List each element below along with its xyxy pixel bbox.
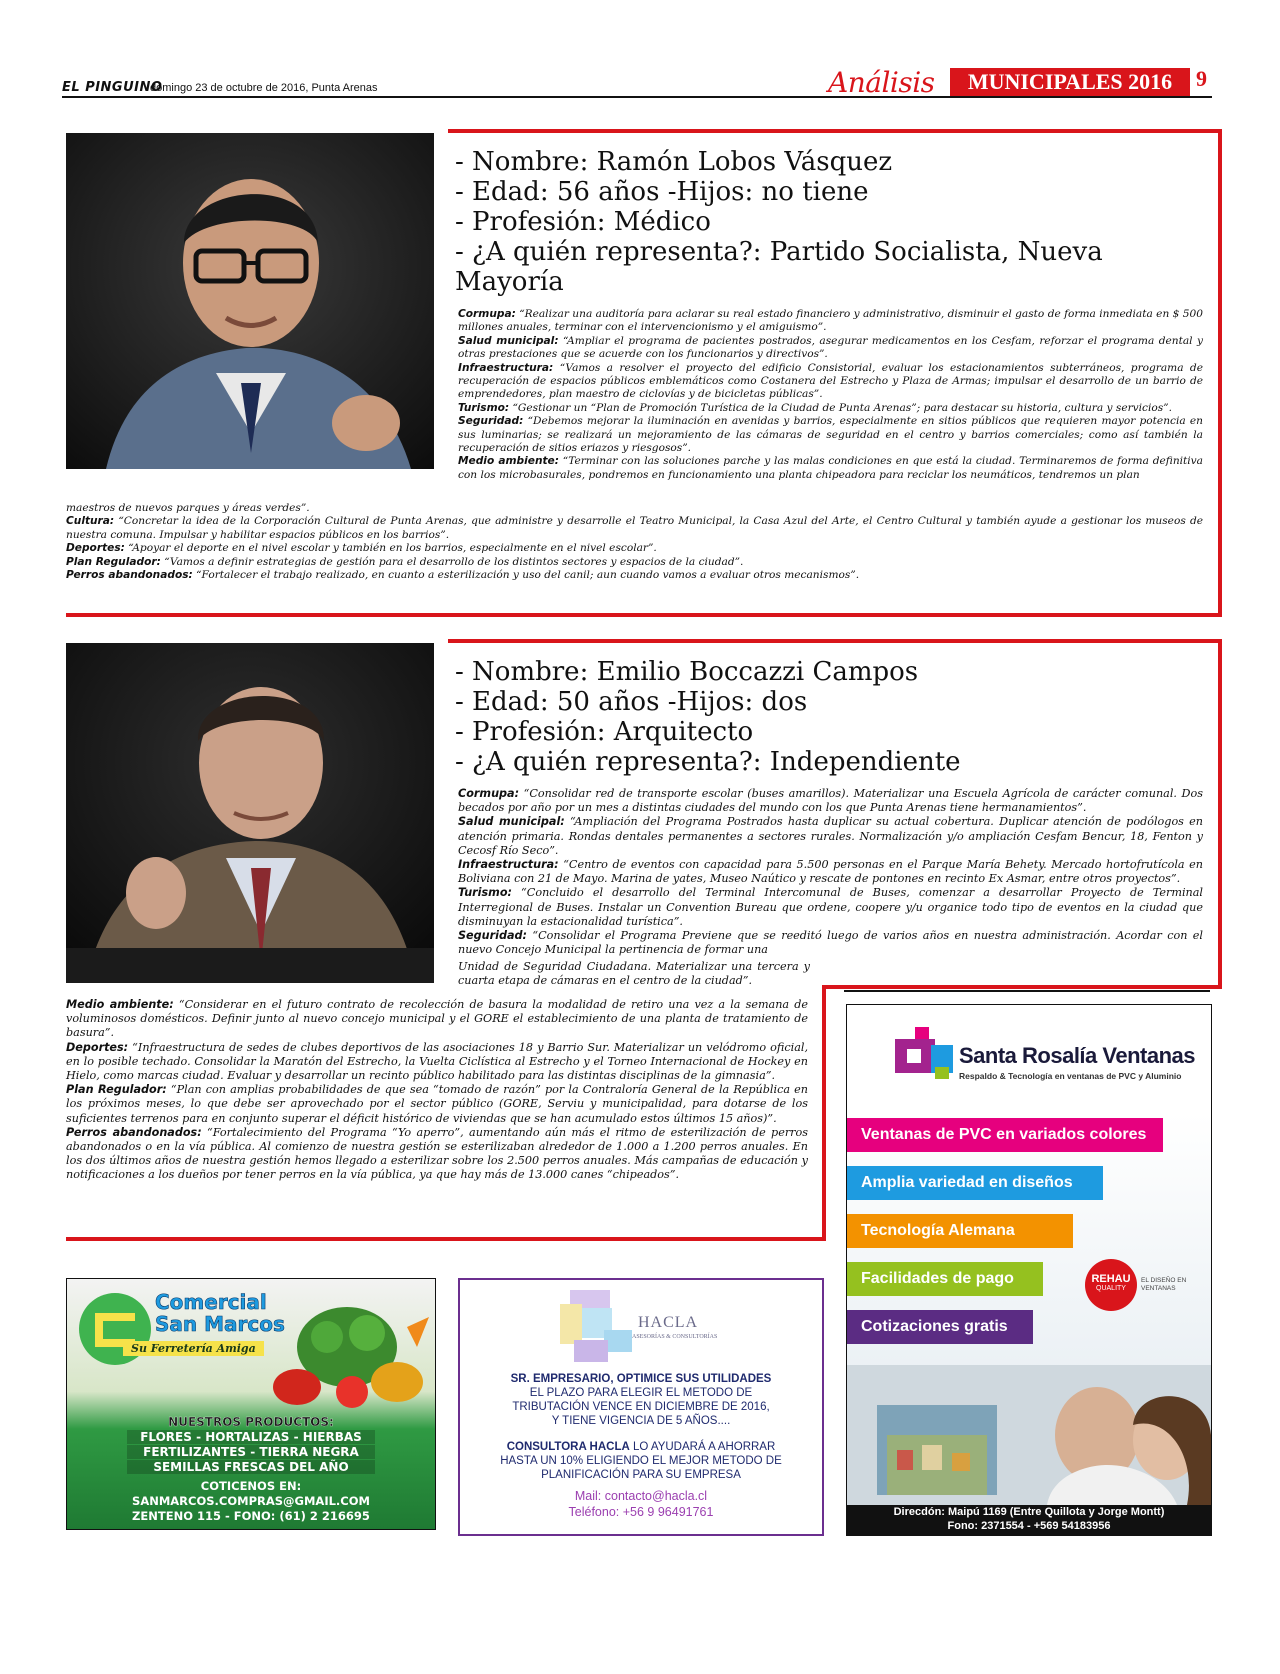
ventanas-bar-tecnologia: Tecnología Alemana (847, 1214, 1073, 1248)
c2-infraestructura: Infraestructura: “Centro de eventos con capacidad para 5.500 personas en el Parque María Behety. Mercado hortofrutícola en Boliviana con 21 de Mayo. Marina de yates, Museo Naútico y rescate de pontones en recinto Ex Asmar, entre otros proyectos”. (458, 858, 1203, 886)
hacla-line-2: TRIBUTACIÓN VENCE EN DICIEMBRE DE 2016, (512, 1401, 770, 1413)
c1-perros: Perros abandonados: “Fortalecer el trabajo realizado, en cuanto a esterilización y uso del canil; aun cuando vamos a evaluar otros mecanismos”. (66, 569, 860, 582)
window-logo-icon (895, 1027, 957, 1079)
sanmarcos-address: ZENTENO 115 - FONO: (61) 2 216695 (132, 1509, 370, 1523)
c1-turismo: Turismo: “Gestionar un “Plan de Promoción Turística de la Ciudad de Punta Arenas”; para destacar su historia, cultura y servicios”. (458, 401, 1172, 414)
candidate1-profession: - Profesión: Médico (455, 207, 711, 237)
rehau-slogan: EL DISEÑO EN VENTANAS (1141, 1277, 1187, 1292)
ad-ventanas (846, 1004, 1212, 1536)
c1-medio-ambiente-cont: maestros de nuevos parques y áreas verdes”. (66, 502, 310, 514)
page-number: 9 (1196, 66, 1207, 91)
candidate1-proposals-wide (66, 502, 1203, 582)
masthead: EL PINGUINO (62, 80, 163, 95)
sanmarcos-email: SANMARCOS.COMPRAS@GMAIL.COM (132, 1494, 370, 1508)
rehau-brand: REHAU (1091, 1273, 1131, 1285)
hacla-message (460, 1372, 822, 1520)
c1-seguridad: Seguridad: “Debemos mejorar la iluminación en avenidas y barrios, especialmente en sitios públicos que requieren mayor potencia en sus luminarias; se realizará un mejoramiento de las cámaras de seguridad en el centro y barrios comerciales; como así también la recuperación de sitios eriazos y riesgosos”. (458, 415, 1203, 455)
c1-medio-ambiente: Medio ambiente: “Terminar con las soluciones parche y las malas condiciones en que está la ciudad. Terminaremos de forma definitiva con los microbasurales, pondremos en funcionamiento una planta chipeadora para reciclar los neumáticos, tendremos un plan (458, 455, 1203, 481)
c1-infraestructura: Infraestructura: “Vamos a resolver el proyecto del edificio Consistorial, evaluar los estacionamientos subterráneos, programa de recuperación de espacios públicos emblemáticos como Costanera del Estrecho y Plaza de Armas; impulsar el desarrollo de un barrio de emprendedores, plan maestro de ciclovías y de bicicletas públicas”. (458, 361, 1203, 401)
candidate2-photo (66, 643, 434, 983)
hacla-consultora: CONSULTORA HACLA LO AYUDARÁ A AHORRAR (506, 1441, 776, 1453)
hacla-line-3: Y TIENE VIGENCIA DE 5 AÑOS.... (551, 1415, 731, 1427)
hacla-line-4: HASTA UN 10% ELIGIENDO EL MEJOR METODO DE (500, 1455, 782, 1467)
dateline: domingo 23 de octubre de 2016, Punta Arenas (150, 82, 378, 94)
sanmarcos-product-3: SEMILLAS FRESCAS DEL AÑO (127, 1460, 375, 1474)
hacla-line-5: PLANIFICACIÓN PARA SU EMPRESA (541, 1469, 741, 1481)
candidate1-party-cont: Mayoría (455, 267, 564, 297)
c1-cultura: Cultura: “Concretar la idea de la Corporación Cultural de Punta Arenas, que administre y desarrolle el Teatro Municipal, la Casa Azul del Arte, el Centro Cultural y también ayude a gestionar los museos de nuestra comuna. Impulsar y habilitar espacios públicos en los barrios”. (66, 515, 1203, 541)
candidate1-frame-right (1218, 129, 1222, 617)
candidate1-frame-top (448, 129, 1222, 133)
sanmarcos-slogan: Su Ferretería Amiga (123, 1341, 264, 1356)
ad-sanmarcos (66, 1278, 436, 1530)
sanmarcos-contact (67, 1479, 435, 1524)
c2-salud: Salud municipal: “Ampliación del Programa Postrados hasta duplicar su actual cobertura. Duplicar atención de podólogos en atención primaria. Rondas dentales permanentes a sectores rurales. Normalización y/o ampliación Cesfam Bencur, 18, Fenton y Cecosf Río Seco”. (458, 815, 1203, 857)
candidate2-profile (455, 657, 1215, 777)
candidate2-frame-step (826, 985, 1222, 989)
candidate1-frame-bottom (66, 613, 1222, 617)
ventanas-address: Direcdón: Maipú 1169 (Entre Quillota y Jorge Montt) (893, 1506, 1165, 1518)
ventanas-brand: Santa Rosalía Ventanas (959, 1043, 1195, 1068)
c2-cormupa: Cormupa: “Consolidar red de transporte escolar (buses amarillos). Materializar una Escuela Agrícola de carácter comunal. Dos becados por año por un mes a distintas ciudades del mundo con los que Punta Arenas tiene hermanamientos”. (458, 787, 1203, 815)
hacla-line-1: EL PLAZO PARA ELEGIR EL METODO DE (529, 1387, 753, 1399)
hacla-brand: HACLA (638, 1314, 699, 1331)
c2-deportes: Deportes: “Infraestructura de sedes de clubes deportivos de las asociaciones 18 y Barrio Sur. Materializar un velódromo oficial, en lo posible techado. Consolidar la Maratón del Estrecho, la Vuelta Ciclística al Estrecho y el Torneo Internacional de Hockey en Hielo, como marcas ciudad. Evaluar y desarrollar un recinto público habilitado para las distintas disciplinas de la gimnasia”. (66, 1040, 808, 1083)
c2-turismo: Turismo: “Concluido el desarrollo del Terminal Intercomunal de Buses, comenzar a desarrollar Proyecto de Terminal Interregional de Buses. Instalar un Convention Bureau que ordene, coopere y/u organice todo tipo de eventos en la ciudad que disminuyan la estacionalidad turística”. (458, 886, 1203, 928)
ventanas-photo (847, 1365, 1211, 1505)
rehau-quality: QUALITY (1096, 1285, 1126, 1292)
sanmarcos-products (67, 1415, 435, 1474)
hacla-logo-icon (560, 1290, 632, 1362)
ventanas-bar-cotizaciones: Cotizaciones gratis (847, 1310, 1033, 1344)
section-kicker: Análisis (828, 66, 935, 99)
candidate1-age: - Edad: 56 años -Hijos: no tiene (455, 177, 869, 207)
c2-medio-ambiente: Medio ambiente: “Considerar en el futuro contrato de recolección de basura la modalidad de retiro una vez a la semana de voluminosos domésticos. Definir junto al nuevo concejo municipal y el GORE el establecimiento de una planta de tratamiento de basura”. (66, 998, 809, 1040)
candidate2-proposals-narrow (458, 960, 810, 988)
candidate2-proposals-left (66, 998, 808, 1183)
c1-salud: Salud municipal: “Ampliar el programa de pacientes postrados, asegurar medicamentos en los Cesfam, reforzar el programa dental y otras prestaciones que se acuerde con los funcionarios y directivos”. (458, 334, 1203, 361)
candidate2-frame-inner (822, 985, 826, 1241)
ventanas-bar-disenos: Amplia variedad en diseños (847, 1166, 1103, 1200)
candidate1-photo (66, 133, 434, 469)
candidate1-name: - Nombre: Ramón Lobos Vásquez (455, 147, 893, 177)
c2-plan-regulador: Plan Regulador: “Plan con amplias probabilidades de que sea “tomado de razón” por la Contraloría General de la República en los próximos meses, lo que debe ser aprovechado por el sector público (GORE, Serviu y municipalidad, para dotarse de los suficientes terrenos para en conjunto superar el déficit histórico de viviendas que se han acumulado estos últimos 15 años)”. (66, 1083, 808, 1125)
candidate2-proposals (458, 787, 1203, 957)
candidate2-frame-bottom (66, 1237, 826, 1241)
candidate1-proposals (458, 308, 1203, 482)
c2-perros: Perros abandonados: “Fortalecimiento del Programa “Yo aperro”, aumentando aún más el ritmo de esterilización de perros abandonados o en la vía pública. Al comienzo de nuestra gestión se esterilizaban alrededor de 1.000 a 1.200 perros anuales. En los dos últimos años de nuestra gestión hemos llegado a esterilizar sobre los 2.500 perros anuales. Más campañas de educación y notificaciones a los dueños por tener perros en la vía pública, ya que hay más de 13.000 canes “chipeados”. (66, 1125, 809, 1182)
ventanas-bar-pago: Facilidades de pago (847, 1262, 1043, 1296)
c1-plan-regulador: Plan Regulador: “Vamos a definir estrategias de gestión para el desarrollo de los distintos sectores y espacios de la ciudad”. (66, 555, 744, 568)
sanmarcos-product-2: FERTILIZANTES - TIERRA NEGRA (127, 1445, 375, 1459)
candidate1-profile (455, 147, 1215, 297)
ventanas-bar-pvc: Ventanas de PVC en variados colores (847, 1118, 1163, 1152)
ad-hacla (458, 1278, 824, 1536)
vegetables-image (257, 1287, 433, 1417)
ad-ventanas-rule (844, 990, 1210, 992)
section-title: MUNICIPALES 2016 (950, 68, 1190, 96)
sanmarcos-contact-title: COTICENOS EN: (200, 1479, 302, 1493)
sanmarcos-brand-line1: Comercial (155, 1290, 267, 1314)
candidate2-profession: - Profesión: Arquitecto (455, 717, 754, 747)
hacla-phone: Teléfono: +56 9 96491761 (568, 1505, 714, 1519)
c2-seguridad: Seguridad: “Consolidar el Programa Previene que se reeditó luego de varios años en nuestra administración. Acordar con el nuevo Concejo Municipal la pertinencia de formar una (458, 929, 1203, 957)
c1-deportes: Deportes: “Apoyar el deporte en el nivel escolar y también en los barrios, especialmente en el nivel escolar”. (66, 542, 657, 555)
candidate2-name: - Nombre: Emilio Boccazzi Campos (455, 657, 919, 687)
hacla-brand-sub: ASESORÍAS & CONSULTORÍAS (632, 1334, 718, 1340)
header-rule (62, 96, 1212, 98)
sanmarcos-products-title: NUESTROS PRODUCTOS: (168, 1415, 334, 1429)
c2-seguridad-cont: Unidad de Seguridad Ciudadana. Materializar una tercera y cuarta etapa de cámaras en el centro de la ciudad”. (458, 960, 810, 988)
ventanas-footer (847, 1505, 1211, 1535)
candidate2-party: - ¿A quién representa?: Independiente (455, 747, 961, 777)
sanmarcos-logo-icon (75, 1289, 155, 1369)
candidate2-frame-right (1218, 639, 1222, 989)
candidate1-party: - ¿A quién representa?: Partido Socialista, Nueva (455, 237, 1103, 267)
hacla-mail: Mail: contacto@hacla.cl (574, 1489, 708, 1503)
ventanas-phone: Fono: 2371554 - +569 54183956 (947, 1520, 1111, 1532)
rehau-badge (1085, 1259, 1137, 1311)
candidate2-frame-top (448, 639, 1222, 643)
hacla-headline: SR. EMPRESARIO, OPTIMICE SUS UTILIDADES (510, 1373, 772, 1385)
c1-cormupa: Cormupa: “Realizar una auditoría para aclarar su real estado financiero y administrativo, disminuir el gasto de forma inmediata en $ 500 millones anuales, terminar con el intervencionismo y el amiguismo”. (458, 308, 1203, 334)
candidate2-age: - Edad: 50 años -Hijos: dos (455, 687, 808, 717)
ventanas-tagline: Respaldo & Tecnología en ventanas de PVC y Aluminio (959, 1071, 1182, 1081)
sanmarcos-brand-line2: San Marcos (155, 1312, 285, 1336)
sanmarcos-product-1: FLORES - HORTALIZAS - HIERBAS (127, 1430, 375, 1444)
